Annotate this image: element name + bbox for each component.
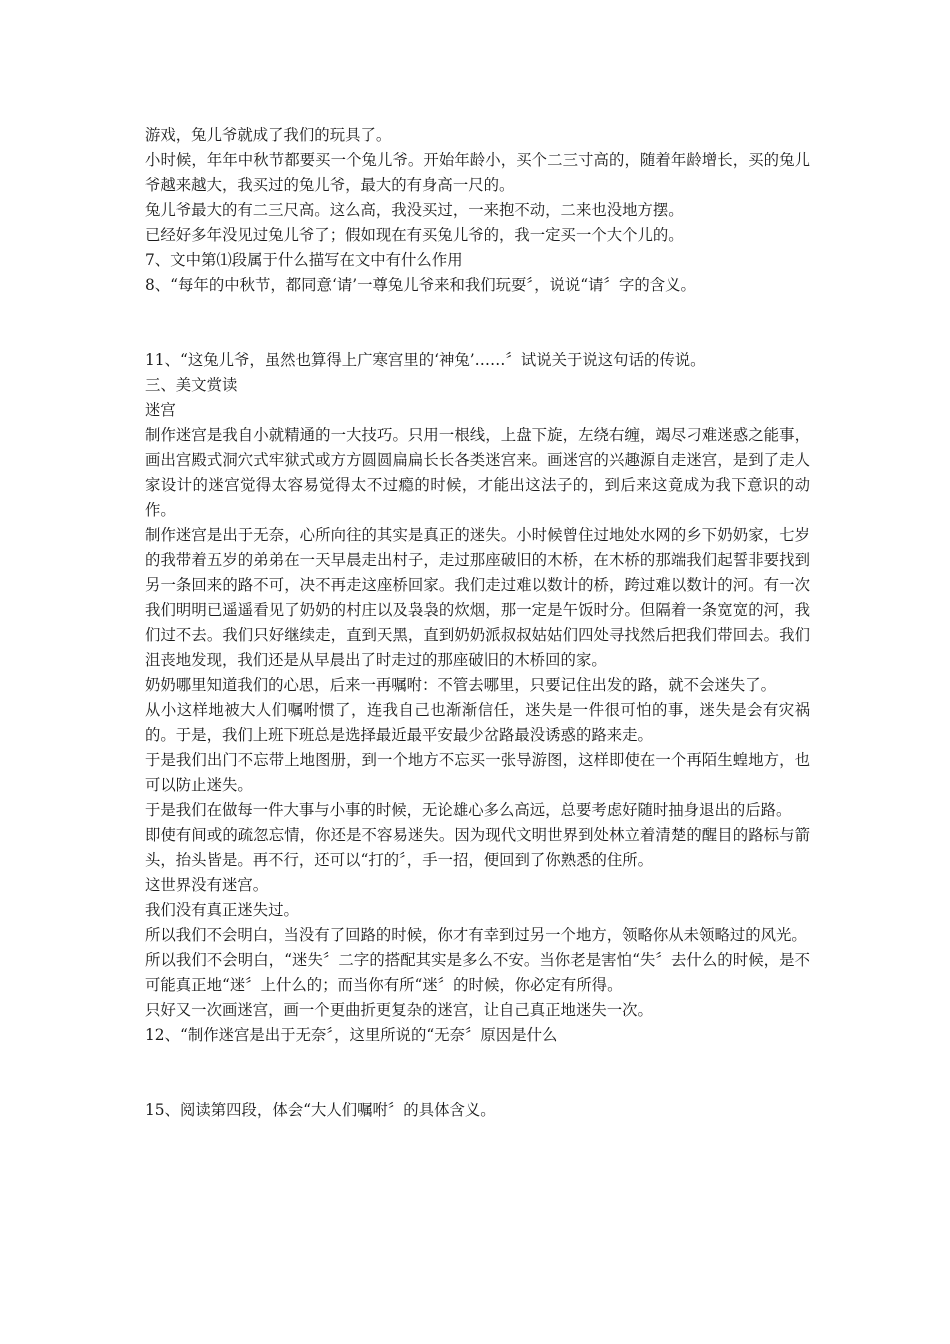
question-15: 15、阅读第四段，体会“大人们嘱咐〞的具体含义。 — [145, 1101, 496, 1119]
essay-paragraph: 即使有间或的疏忽忘情，你还是不容易迷失。因为现代文明世界到处林立着清楚的醒目的路标与箭头，抬头皆是。再不行，还可以“打的〞，手一招，便回到了你熟悉的住所。 — [145, 826, 810, 869]
paragraph-1: 游戏，兔儿爷就成了我们的玩具了。 — [145, 126, 392, 144]
paragraph-3: 兔儿爷最大的有二三尺高。这么高，我没买过，一来抱不动，二来也没地方摆。 — [145, 201, 684, 219]
essay-paragraph: 所以我们不会明白，“迷失〞二字的搭配其实是多么不安。当你老是害怕“失〞去什么的时候，是不可能真正地“迷〞上什么的；而当你有所“迷〞的时候，你必定有所得。 — [145, 951, 810, 994]
question-12: 12、“制作迷宫是出于无奈〞，这里所说的“无奈〞原因是什么 — [145, 1026, 558, 1044]
essay-paragraph: 于是我们在做每一件大事与小事的时候，无论雄心多么高远，总要考虑好随时抽身退出的后路。 — [145, 801, 792, 819]
answer-space — [145, 1048, 810, 1098]
essay-paragraph: 奶奶哪里知道我们的心思，后来一再嘱咐：不管去哪里，只要记住出发的路，就不会迷失了。 — [145, 676, 777, 694]
question-7: 7、文中第⑴段属于什么描写在文中有什么作用 — [145, 251, 463, 269]
essay-paragraph: 这世界没有迷宫。 — [145, 876, 269, 894]
essay-paragraph: 从小这样地被大人们嘱咐惯了，连我自己也渐渐信任，迷失是一件很可怕的事，迷失是会有灾祸的。于是，我们上班下班总是选择最近最平安最少岔路最没诱惑的路来走。 — [145, 701, 810, 744]
answer-space — [145, 298, 810, 348]
question-11: 11、“这兔儿爷，虽然也算得上广寒宫里的‘神兔’……〞试说关于说这句话的传说。 — [145, 351, 706, 369]
essay-paragraph: 所以我们不会明白，当没有了回路的时候，你才有幸到过另一个地方，领略你从未领略过的风光。 — [145, 926, 807, 944]
essay-paragraph: 制作迷宫是出于无奈，心所向往的其实是真正的迷失。小时候曾住过地处水网的乡下奶奶家，七岁的我带着五岁的弟弟在一天早晨走出村子，走过那座破旧的木桥，在木桥的那端我们起誓非要找到另一条回来的路不可，决不再走这座桥回家。我们走过难以数计的桥，跨过难以数计的河。有一次我们明明已遥遥看见了奶奶的村庄以及袅袅的炊烟，那一定是午饭时分。但隔着一条宽宽的河，我们过不去。我们只好继续走，直到天黑，直到奶奶派叔叔姑姑们四处寻找然后把我们带回去。我们沮丧地发现，我们还是从早晨出了时走过的那座破旧的木桥回的家。 — [145, 526, 810, 669]
paragraph-4: 已经好多年没见过兔儿爷了；假如现在有买兔儿爷的，我一定买一个大个儿的。 — [145, 226, 684, 244]
essay-paragraph: 制作迷宫是我自小就精通的一大技巧。只用一根线，上盘下旋，左绕右缠，竭尽刁难迷惑之能事，画出宫殿式洞穴式牢狱式或方方圆圆扁扁长长各类迷宫来。画迷宫的兴趣源自走迷宫，是到了走人家设计的迷宫觉得太容易觉得太不过瘾的时候，才能出这法子的，到后来这竟成为我下意识的动作。 — [145, 426, 810, 519]
essay-paragraph: 只好又一次画迷宫，画一个更曲折更复杂的迷宫，让自己真正地迷失一次。 — [145, 1001, 653, 1019]
paragraph-2: 小时候，年年中秋节都要买一个兔儿爷。开始年龄小，买个二三寸高的，随着年龄增长，买的兔儿爷越来越大，我买过的兔儿爷，最大的有身高一尺的。 — [145, 151, 810, 194]
essay-title: 迷宫 — [145, 401, 176, 419]
essay-paragraph: 我们没有真正迷失过。 — [145, 901, 299, 919]
section-heading: 三、美文赏读 — [145, 376, 238, 394]
question-8: 8、“每年的中秋节，都同意‘请’一尊兔儿爷来和我们玩耍〞，说说“请〞字的含义。 — [145, 276, 696, 294]
essay-paragraph: 于是我们出门不忘带上地图册，到一个地方不忘买一张导游图，这样即使在一个再陌生蝗地方，也可以防止迷失。 — [145, 751, 810, 794]
document-body — [145, 123, 810, 1123]
